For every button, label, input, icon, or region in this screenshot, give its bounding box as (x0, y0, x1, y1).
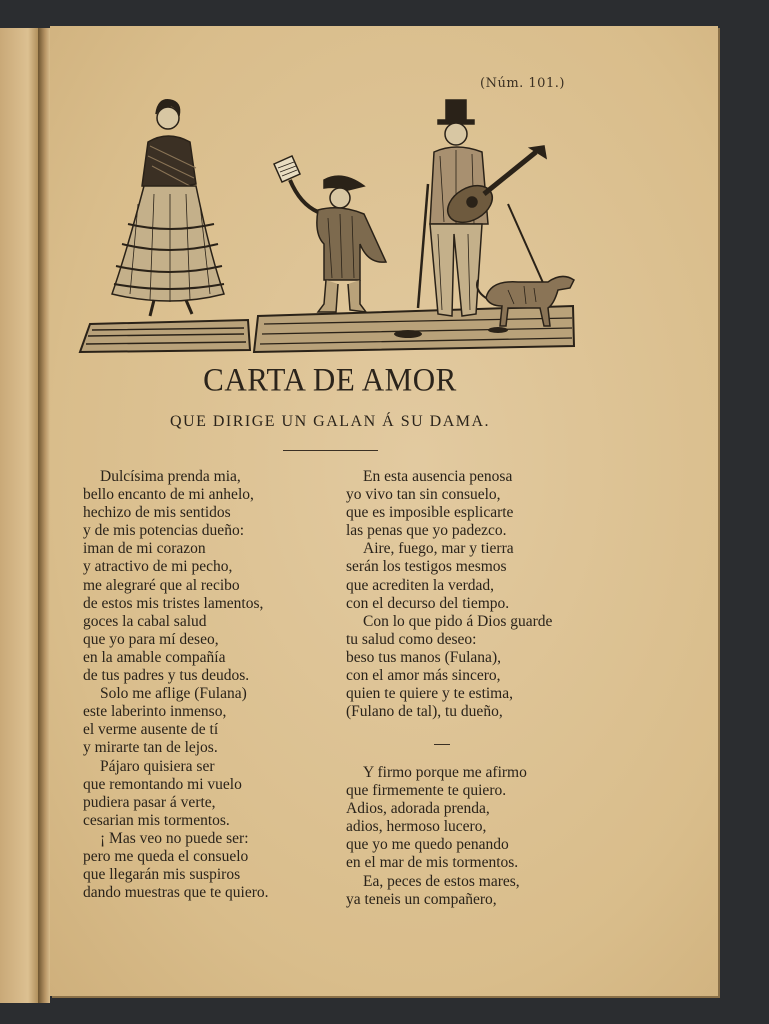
verse-line: las penas que yo padezco. (346, 522, 507, 540)
verse-line: tu salud como deseo: (346, 630, 477, 648)
woman-figure (112, 100, 224, 316)
verse-line: Dulcísima prenda mia, (100, 468, 241, 485)
verse-line: con el decurso del tiempo. (346, 594, 510, 612)
verse-line: dando muestras que te quiero. (83, 884, 269, 902)
verse-line: y de mis potencias dueño: (83, 522, 244, 540)
verse-line: bello encanto de mi anhelo, (83, 486, 254, 504)
verse-line: quien te quiere y te estima, (346, 685, 513, 703)
left-page-edge (0, 28, 40, 1003)
verse-line: el verme ausente de tí (83, 721, 219, 739)
verse-line: en la amable compañía (83, 648, 226, 666)
verse-line: pero me queda el consuelo (83, 847, 249, 865)
verse-line: me alegraré que al recibo (83, 576, 240, 594)
verse-line: que llegarán mis suspiros (83, 866, 241, 884)
section-dash (434, 744, 450, 745)
poem-column-left (83, 468, 333, 902)
verse-line: que remontando mi vuelo (83, 775, 242, 793)
book-gutter (38, 28, 50, 1003)
book-page (50, 26, 718, 996)
verse-line: Adios, adorada prenda, (346, 800, 490, 818)
verse-line: En esta ausencia penosa (363, 468, 513, 485)
poem-column-right-closing (346, 764, 606, 909)
poem-column-right (346, 468, 606, 721)
ground-left (80, 320, 250, 352)
verse-line: y mirarte tan de lejos. (83, 739, 218, 757)
verse-line: Solo me aflige (Fulana) (100, 685, 247, 703)
verse-line: adios, hermoso lucero, (346, 818, 487, 836)
verse-line: ya teneis un compañero, (346, 890, 497, 908)
title-divider (283, 450, 378, 451)
verse-line: yo vivo tan sin consuelo, (346, 486, 501, 504)
verse-line: Ea, peces de estos mares, (363, 872, 520, 890)
ground-right (254, 306, 574, 352)
verse-line: beso tus manos (Fulana), (346, 648, 501, 666)
verse-line: que es imposible esplicarte (346, 504, 514, 522)
verse-line: cesarian mis tormentos. (83, 811, 230, 829)
verse-line: que firmemente te quiero. (346, 782, 507, 800)
verse-line: con el amor más sincero, (346, 667, 501, 685)
verse-line: serán los testigos mesmos (346, 558, 507, 576)
verse-line: ¡ Mas veo no puede ser: (100, 829, 249, 847)
boy-figure (274, 156, 386, 312)
verse-line: en el mar de mis tormentos. (346, 854, 519, 872)
verse-line: (Fulano de tal), tu dueño, (346, 703, 503, 721)
verse-line: de tus padres y tus deudos. (83, 667, 250, 685)
verse-line: Con lo que pido á Dios guarde (363, 612, 553, 630)
verse-line: este laberinto inmenso, (83, 703, 227, 721)
verse-line: que yo para mí deseo, (83, 630, 219, 648)
verse-line: Y firmo porque me afirmo (363, 764, 527, 781)
woodcut-illustration (78, 94, 578, 362)
verse-line: hechizo de mis sentidos (83, 504, 231, 522)
poem-title: CARTA DE AMOR (203, 361, 457, 398)
verse-line: y atractivo de mi pecho, (83, 558, 233, 576)
verse-line: Pájaro quisiera ser (100, 757, 215, 775)
verse-line: Aire, fuego, mar y tierra (363, 540, 514, 558)
page-number: (Núm. 101.) (480, 76, 565, 91)
poem-subtitle: QUE DIRIGE UN GALAN Á SU DAMA. (169, 413, 491, 430)
verse-line: que acrediten la verdad, (346, 576, 495, 594)
verse-line: pudiera pasar á verte, (83, 793, 216, 811)
verse-line: goces la cabal salud (83, 612, 207, 630)
verse-line: de estos mis tristes lamentos, (83, 594, 264, 612)
verse-line: iman de mi corazon (83, 540, 206, 558)
verse-line: que yo me quedo penando (346, 836, 509, 854)
